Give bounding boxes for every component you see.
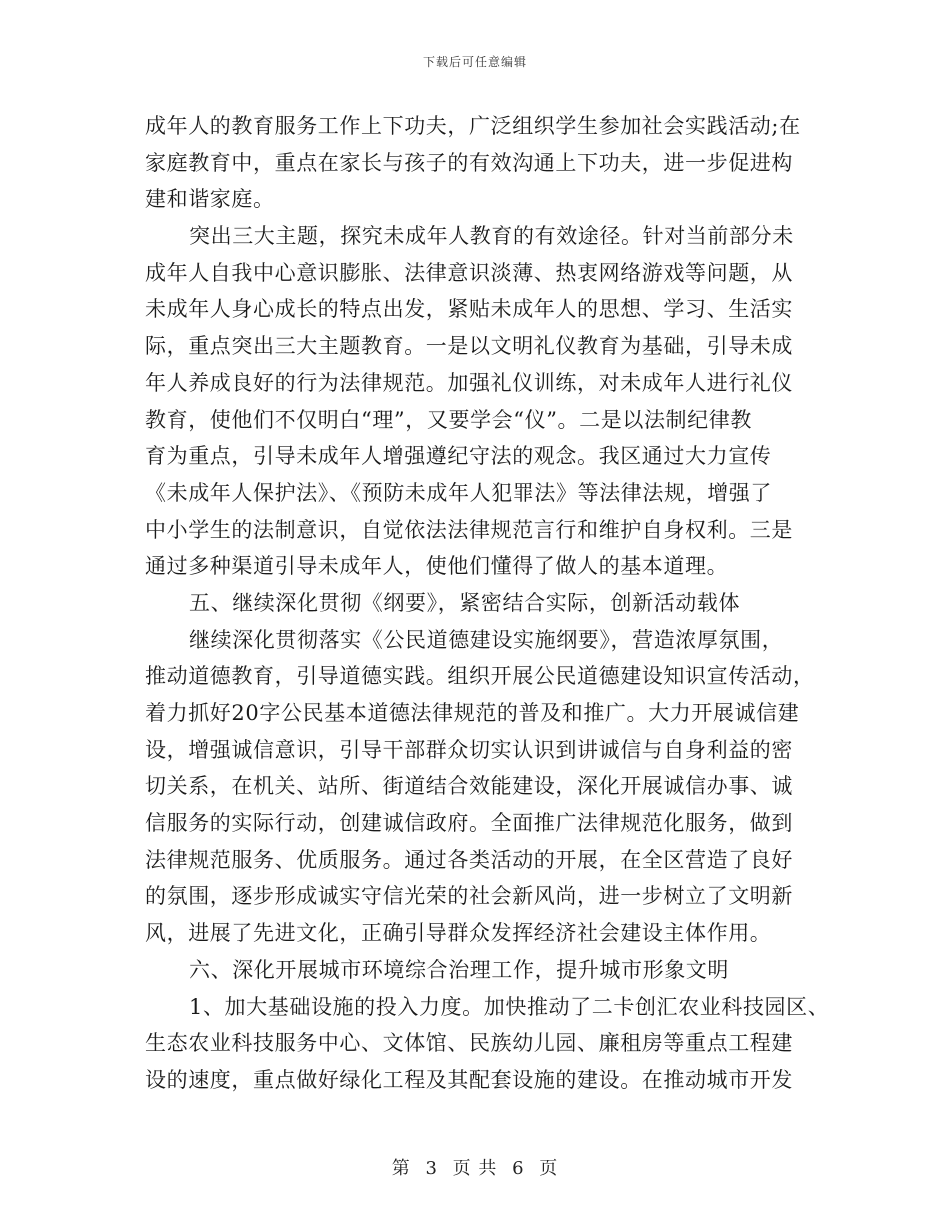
text-line: 信服务的实际行动，创建诚信政府。全面推广法律规范化服务，做到 — [145, 811, 793, 836]
paragraph — [145, 108, 805, 218]
text-line: 家庭教育中，重点在家长与孩子的有效沟通上下功夫，进一步促进构 — [145, 150, 793, 175]
text-line: 六、深化开展城市环境综合治理工作，提升城市形象文明 — [189, 957, 729, 982]
section-heading — [145, 585, 805, 622]
text-line: 设的速度，重点做好绿化工程及其配套设施的建设。在推动城市开发 — [145, 1067, 793, 1092]
text-line: 生态农业科技服务中心、文体馆、民族幼儿园、廉租房等重点工程建 — [145, 1031, 793, 1056]
text-line: 建和谐家庭。 — [145, 187, 275, 212]
text-line: 突出三大主题，探究未成年人教育的有效途径。针对当前部分未 — [189, 224, 794, 249]
section-heading — [145, 952, 805, 989]
document-body — [145, 108, 830, 1099]
text-line: 未成年人身心成长的特点出发，紧贴未成年人的思想、学习、生活实 — [145, 297, 793, 322]
text-line: 通过多种渠道引导未成年人，使他们懂得了做人的基本道理。 — [145, 554, 729, 579]
text-line: 成年人自我中心意识膨胀、法律意识淡薄、热衷网络游戏等问题，从 — [145, 260, 793, 285]
text-line: 设，增强诚信意识，引导干部群众切实认识到讲诚信与自身利益的密 — [145, 737, 793, 762]
paragraph — [145, 989, 830, 1099]
text-line: 中小学生的法制意识，自觉依法法律规范言行和维护自身权利。三是 — [145, 517, 793, 542]
paragraph — [145, 622, 815, 952]
header-note: 下载后可任意编辑 — [422, 55, 527, 69]
text-line: 教育，使他们不仅明白“理”，又要学会“仪”。二是以法制纪律教 — [145, 407, 752, 432]
footer-prefix: 第 — [391, 1158, 411, 1179]
text-line: 际，重点突出三大主题教育。一是以文明礼仪教育为基础，引导未成 — [145, 334, 793, 359]
footer-suffix: 页 — [539, 1158, 559, 1179]
total-page-count: 6 — [512, 1158, 525, 1179]
text-line: 法律规范服务、优质服务。通过各类活动的开展，在全区营造了良好 — [145, 847, 793, 872]
text-line: 切关系，在机关、站所、街道结合效能建设，深化开展诚信办事、诚 — [145, 774, 793, 799]
paragraph — [145, 218, 805, 585]
text-line: 风，进展了先进文化，正确引导群众发挥经济社会建设主体作用。 — [145, 921, 772, 946]
page-footer — [0, 1154, 950, 1180]
current-page-number: 3 — [425, 1158, 438, 1179]
text-line: 1、加大基础设施的投入力度。加快推动了二卡创汇农业科技园区、 — [189, 994, 830, 1019]
text-line: 五、继续深化贯彻《纲要》，紧密结合实际，创新活动载体 — [189, 590, 741, 615]
text-line: 育为重点，引导未成年人增强遵纪守法的观念。我区通过大力宣传 — [145, 444, 772, 469]
text-line: 继续深化贯彻落实《公民道德建设实施纲要》，营造浓厚氛围， — [189, 627, 784, 652]
text-line: 推动道德教育，引导道德实践。组织开展公民道德建设知识宣传活动， — [145, 664, 815, 689]
footer-middle: 页 共 — [452, 1158, 498, 1179]
text-line: 年人养成良好的行为法律规范。加强礼仪训练，对未成年人进行礼仪 — [145, 370, 793, 395]
text-line: 的氛围，逐步形成诚实守信光荣的社会新风尚，进一步树立了文明新 — [145, 884, 793, 909]
text-line: 着力抓好20字公民基本道德法律规范的普及和推广。大力开展诚信建 — [145, 701, 800, 725]
text-line: 成年人的教育服务工作上下功夫，广泛组织学生参加社会实践活动;在 — [145, 114, 801, 138]
text-line: 《未成年人保护法》、《预防未成年人犯罪法》等法律法规，增强了 — [145, 480, 772, 505]
